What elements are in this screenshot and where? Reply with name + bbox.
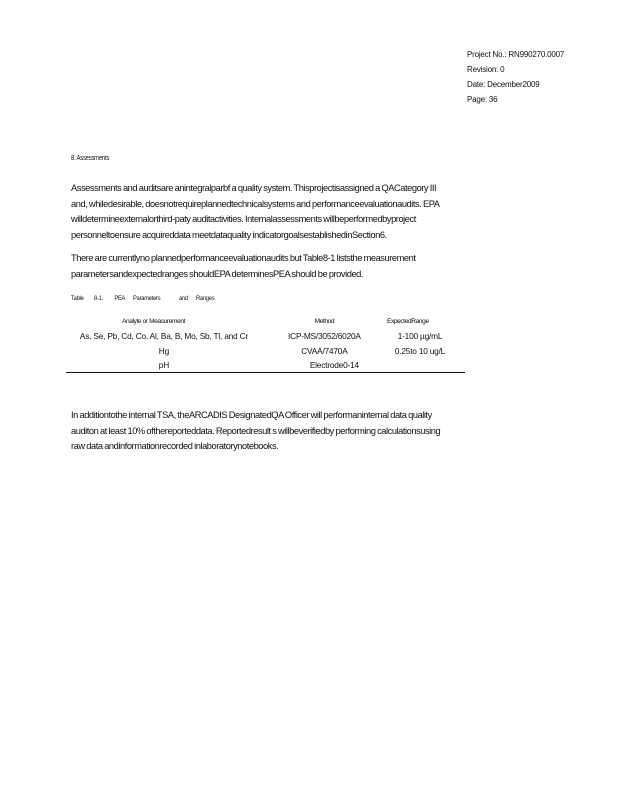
- document-date: Date: December2009: [467, 80, 540, 89]
- table-row: [66, 343, 465, 358]
- table-caption: [71, 295, 214, 302]
- paragraph-line: and, whiledesirable, doesnotrequireplannedtechnicalsystems and performanceevaluationaudits. EPA: [71, 198, 440, 209]
- paragraph-line: raw data andinformationrecorded inlaboratorynotebooks.: [71, 441, 279, 451]
- cell-method: Electrode0-14: [262, 358, 387, 373]
- paragraph-line: personneltoensure acquireddata meetdataquality indicatorgoalsestablishedinSection6.: [71, 229, 387, 240]
- page-number: Page: 36: [467, 95, 498, 104]
- cell-method: CVAA/7470A: [301, 345, 348, 356]
- paragraph-line: willdetermineexternalorthird-paty auditactivities. Internalassessments willbeperformedbyproject: [71, 214, 416, 224]
- pea-parameters-table: [66, 314, 465, 373]
- pea-paragraph: [71, 251, 571, 282]
- paragraph-line: There are currentlyno plannedperformanceevaluationaudits but Table8-1 liststhe measurement: [71, 253, 416, 263]
- revision-number: Revision: 0: [467, 65, 505, 74]
- document-header: [467, 47, 564, 107]
- range-value: 0.25to 10 ug/L: [394, 345, 446, 356]
- cell-analyte: Hg: [158, 345, 170, 356]
- header-expected-range: ExpectedRange: [386, 317, 429, 325]
- paragraph-line: Assessments and auditsare anintegralparbf a quality system. Thisprojectisassigned a QACategory III: [71, 183, 437, 193]
- project-number: Project No.: RN990270.0007: [467, 50, 565, 59]
- caption-word: Table: [71, 295, 84, 302]
- cell-analyte: pH: [66, 358, 262, 373]
- assessments-paragraph: [71, 181, 571, 243]
- paragraph-line: In additiontothe internal TSA, theARCADIS DesignatedQA Officer will performaninternal data quality: [71, 410, 432, 420]
- table-row: [66, 328, 465, 343]
- paragraph-line: parametersandexpectedranges shouldEPA determinesPEA should be provided.: [71, 268, 364, 279]
- paragraph-line: auditon at least 10% ofthereporteddata. Reportedresult s willbeverifiedby performing calculationsusing: [71, 425, 441, 436]
- cell-method: ICP-MS/3052/6020A: [288, 330, 361, 341]
- cell-range: [387, 358, 465, 373]
- cell-range: [387, 328, 465, 343]
- caption-word: 8-1.: [93, 295, 103, 302]
- caption-word: and: [178, 295, 188, 302]
- table-header-row: [66, 314, 465, 328]
- table-row: [66, 358, 465, 373]
- section-heading: 8. Assessments: [71, 155, 110, 162]
- range-value: 1-100 µg/mL: [397, 330, 443, 341]
- caption-word: Parameters: [133, 295, 161, 302]
- cell-range: [387, 343, 465, 358]
- header-method: Method: [314, 317, 335, 325]
- caption-word: Ranges: [195, 295, 215, 302]
- internal-audit-paragraph: [71, 408, 571, 455]
- header-analyte: Analyte or Measurement: [122, 317, 186, 325]
- caption-word: PEA: [114, 295, 126, 302]
- cell-analyte: As, Se, Pb, Cd, Co, Al, Ba, B, Mo, Sb, Tl, and Cr: [79, 330, 248, 341]
